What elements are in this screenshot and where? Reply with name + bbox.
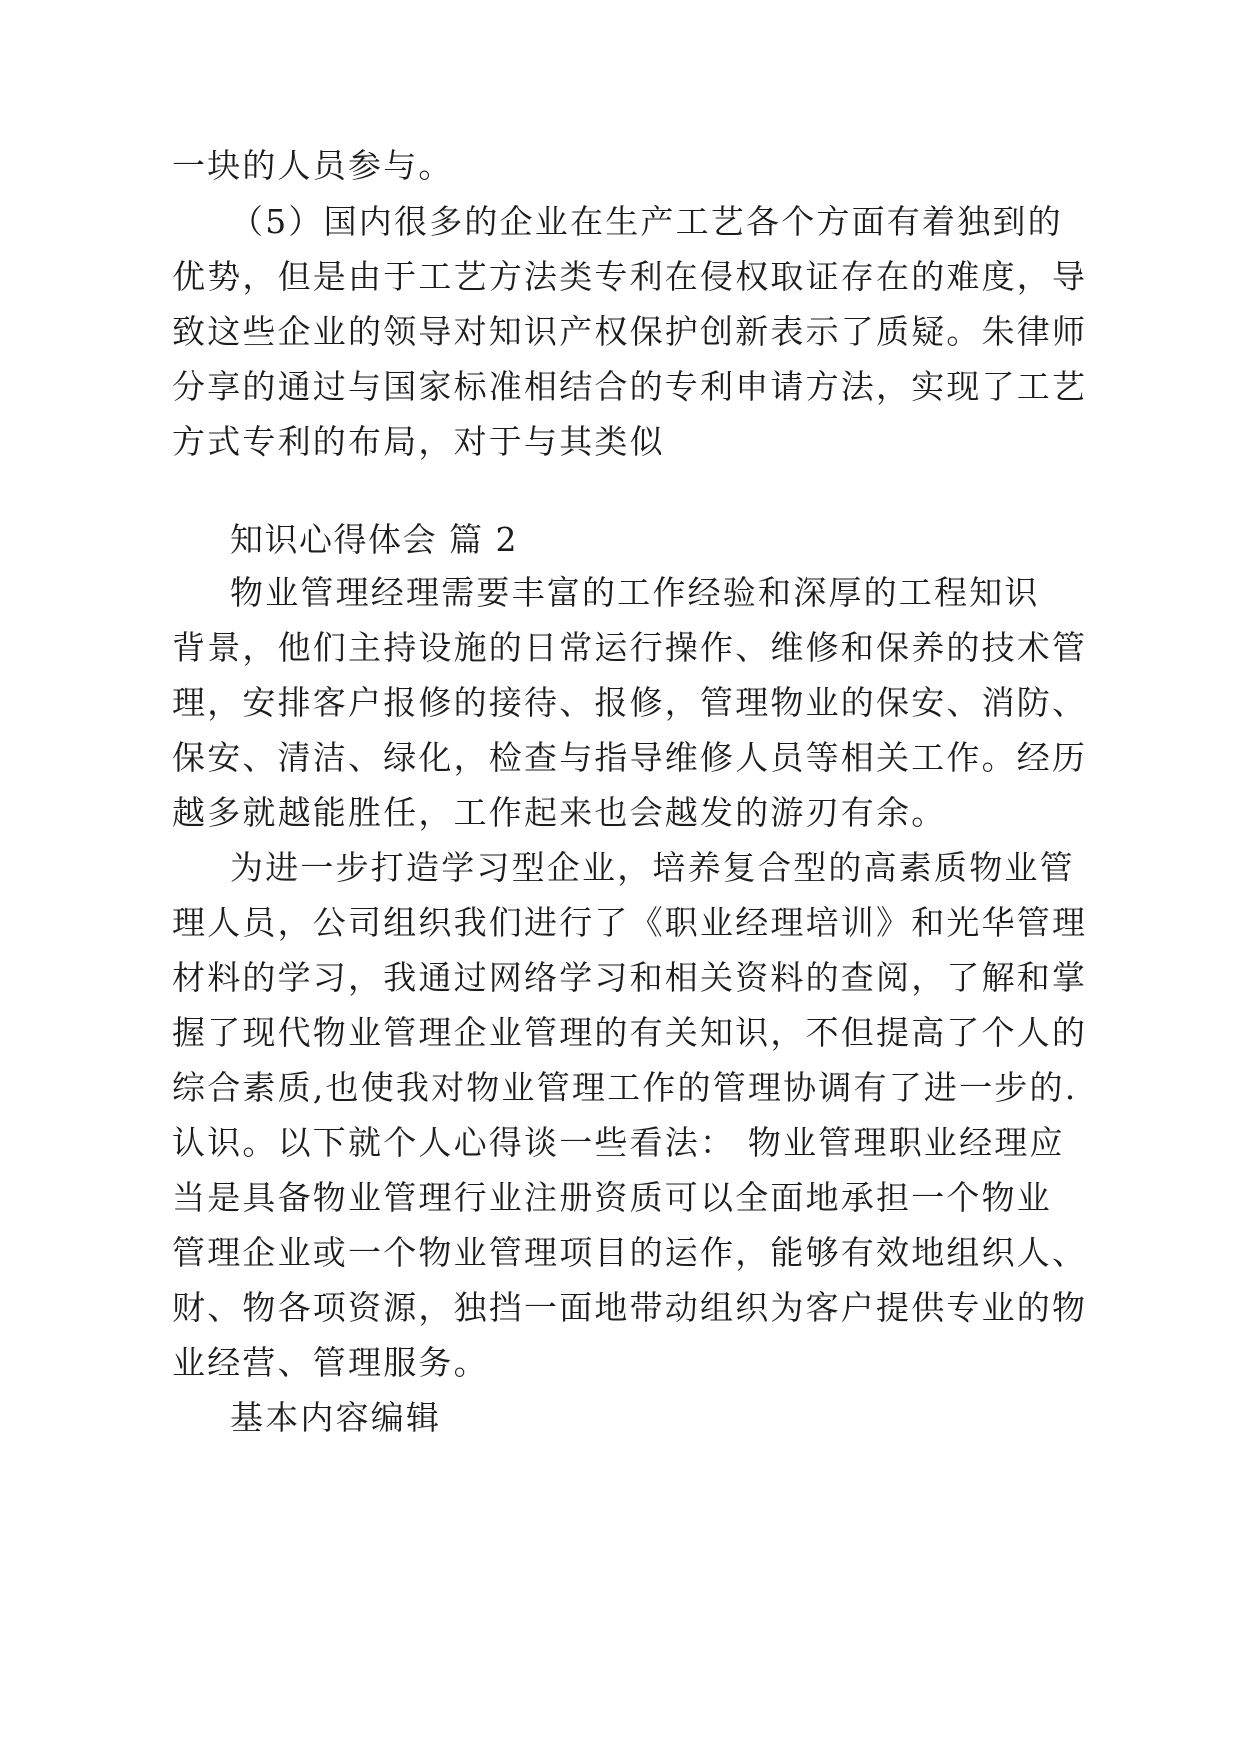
text-line: 材料的学习，我通过网络学习和相关资料的查阅，了解和掌 — [172, 958, 1088, 997]
text-line: 分享的通过与国家标准相结合的专利申请方法，实现了工艺 — [172, 367, 1088, 406]
text-line: 认识。以下就个人心得谈一些看法： 物业管理职业经理应 — [172, 1123, 1065, 1162]
text-line: 为进一步打造学习型企业，培养复合型的高素质物业管 — [230, 848, 1075, 887]
text-line: 当是具备物业管理行业注册资质可以全面地承担一个物业 — [172, 1178, 1052, 1217]
text-line: 综合素质,也使我对物业管理工作的管理协调有了进一步的. — [172, 1068, 1078, 1107]
text-line: 财、物各项资源，独挡一面地带动组织为客户提供专业的物 — [172, 1288, 1088, 1327]
text-line: 理，安排客户报修的接待、报修，管理物业的保安、消防、 — [172, 683, 1088, 722]
text-line: 方式专利的布局，对于与其类似 — [172, 422, 665, 461]
text-line: 优势，但是由于工艺方法类专利在侵权取证存在的难度，导 — [172, 257, 1088, 296]
text-line: 基本内容编辑 — [230, 1398, 442, 1437]
text-line: 一块的人员参与。 — [172, 146, 454, 185]
text-line: 握了现代物业管理企业管理的有关知识，不但提高了个人的 — [172, 1013, 1088, 1052]
text-line: 物业管理经理需要丰富的工作经验和深厚的工程知识 — [230, 573, 1040, 612]
text-line: 业经营、管理服务。 — [172, 1343, 489, 1382]
text-line: 保安、清洁、绿化，检查与指导维修人员等相关工作。经历 — [172, 738, 1088, 777]
text-line: 越多就越能胜任，工作起来也会越发的游刃有余。 — [172, 793, 947, 832]
text-line: （5）国内很多的企业在生产工艺各个方面有着独到的 — [230, 202, 1063, 241]
text-line: 致这些企业的领导对知识产权保护创新表示了质疑。朱律师 — [172, 312, 1088, 351]
text-line: 理人员，公司组织我们进行了《职业经理培训》和光华管理 — [172, 903, 1088, 942]
section-heading: 知识心得体会 篇 2 — [230, 520, 518, 559]
text-line: 背景，他们主持设施的日常运行操作、维修和保养的技术管 — [172, 628, 1088, 667]
text-line: 管理企业或一个物业管理项目的运作，能够有效地组织人、 — [172, 1233, 1088, 1272]
